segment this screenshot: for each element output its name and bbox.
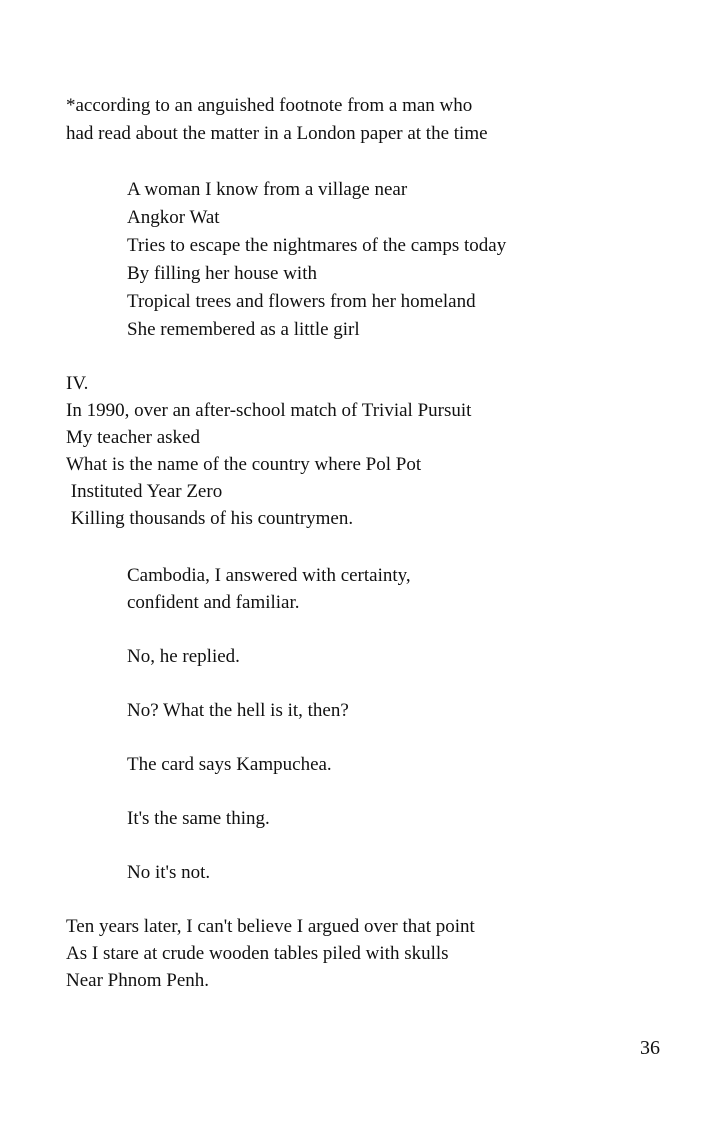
dialogue-line: No it's not. <box>127 862 211 883</box>
dialogue-line: It's the same thing. <box>127 808 270 829</box>
dialogue-line: No, he replied. <box>127 646 240 667</box>
page-number: 36 <box>640 1037 660 1059</box>
poem-line: By filling her house with <box>127 263 317 284</box>
poem-line: Killing thousands of his countrymen. <box>66 508 354 529</box>
poem-line: What is the name of the country where Pol Pot <box>66 454 422 475</box>
poem-line: As I stare at crude wooden tables piled with skulls <box>66 943 449 964</box>
section-heading: IV. <box>66 373 89 394</box>
dialogue-line: confident and familiar. <box>127 592 300 613</box>
poem-line: Tropical trees and flowers from her homeland <box>127 291 476 312</box>
poem-line: Ten years later, I can't believe I argued over that point <box>66 916 475 937</box>
poem-line: Angkor Wat <box>127 207 220 228</box>
poem-line: Instituted Year Zero <box>66 481 223 502</box>
poem-line: In 1990, over an after-school match of Trivial Pursuit <box>66 400 472 421</box>
footnote-line: *according to an anguished footnote from a man who <box>66 95 473 116</box>
poem-line: Tries to escape the nightmares of the camps today <box>127 235 507 256</box>
poem-line: She remembered as a little girl <box>127 319 360 340</box>
dialogue-line: Cambodia, I answered with certainty, <box>127 565 411 586</box>
poem-line: A woman I know from a village near <box>127 179 408 200</box>
dialogue-line: No? What the hell is it, then? <box>127 700 349 721</box>
footnote-line: had read about the matter in a London paper at the time <box>66 123 488 144</box>
dialogue-line: The card says Kampuchea. <box>127 754 332 775</box>
poem-line: My teacher asked <box>66 427 200 448</box>
poem-line: Near Phnom Penh. <box>66 970 210 991</box>
